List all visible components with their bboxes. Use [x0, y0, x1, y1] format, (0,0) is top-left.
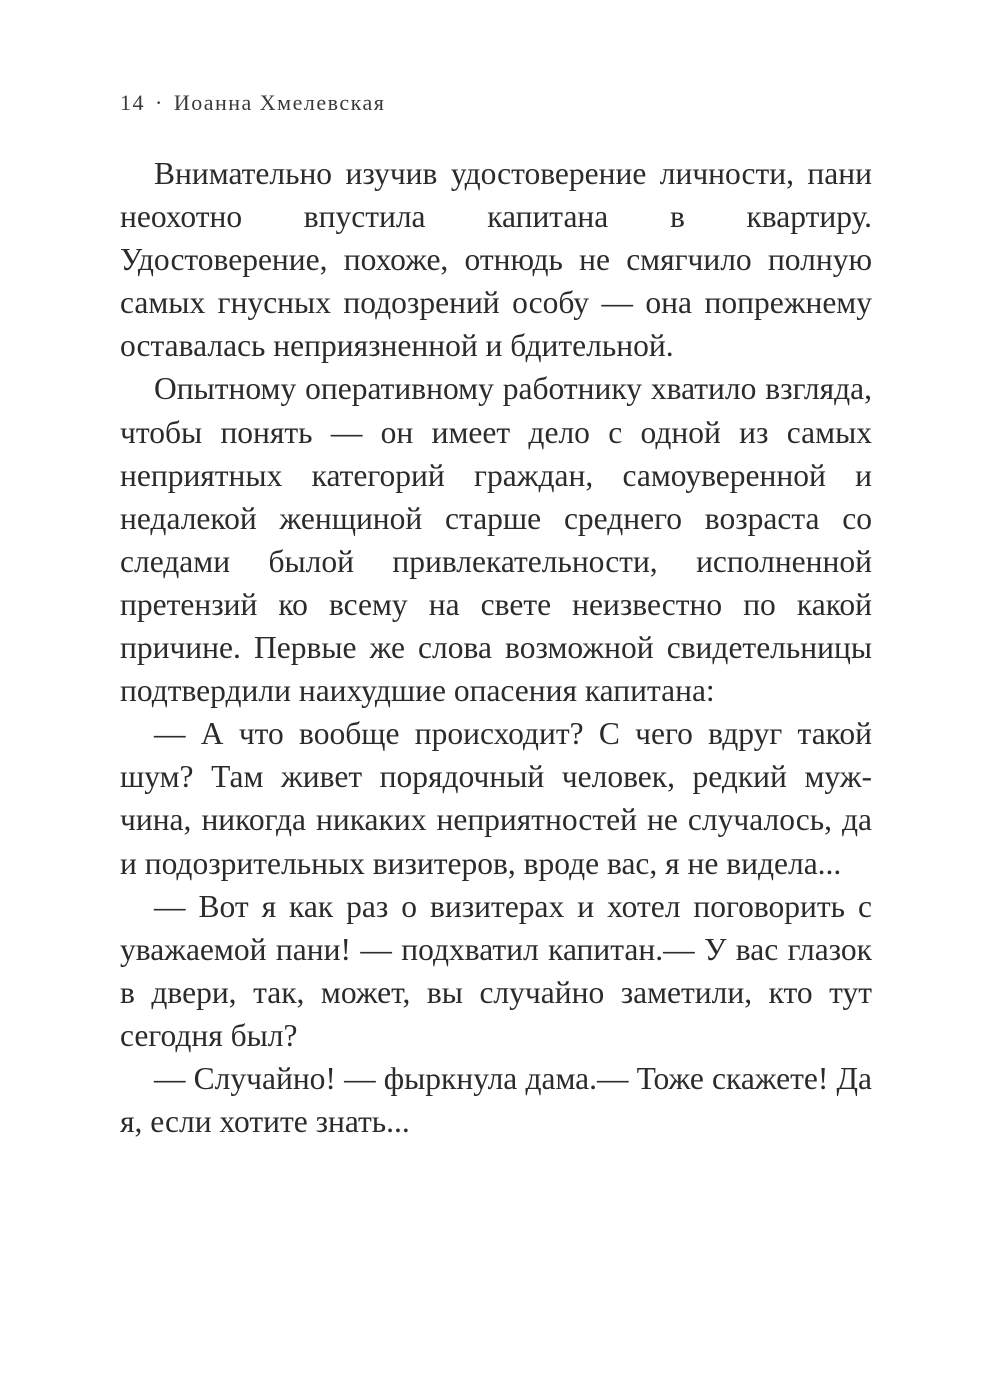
author-name: Иоанна Хмелевская: [173, 90, 386, 115]
paragraph-3: — А что вообще происходит? С чего вдруг такой шум? Там живет порядочный человек, редкий мужчина, никогда никаких неприятностей не случалось, да и подозрительных визитеров, вроде вас, я не видела...: [120, 716, 872, 881]
page-number: 14: [120, 90, 145, 115]
header-separator: ·: [155, 90, 164, 115]
running-header: [120, 90, 385, 116]
body-text: [120, 152, 872, 1143]
paragraph-5: — Случайно! — фыркнула дама.— Тоже скажете! Да я, если хотите знать...: [120, 1060, 872, 1140]
paragraph-4: — Вот я как раз о визитерах и хотел поговорить с уважаемой пани! — подхватил капитан.— У вас глазок в двери, так, может, вы случайно заметили, кто тут сегодня был?: [120, 888, 872, 1053]
paragraph-1: Внимательно изучив удостоверение личности, пани неохотно впустила капитана в квартиру. Удостоверение, похоже, отнюдь не смягчило полную самых гнусных подозрений особу — она попрежнему оставалась неприязненной и бдительной.: [120, 156, 872, 364]
paragraph-2: Опытному оперативному работнику хватило взгляда, чтобы понять — он имеет дело с одной из самых неприятных категорий граждан, самоуверенной и недалекой женщиной старше среднего возраста со следами былой привлекательности, исполненной претензий ко всему на свете неизвестно по какой причине. Первые же слова возможной свидетельницы подтвердили наихудшие опасения капитана:: [120, 371, 872, 709]
